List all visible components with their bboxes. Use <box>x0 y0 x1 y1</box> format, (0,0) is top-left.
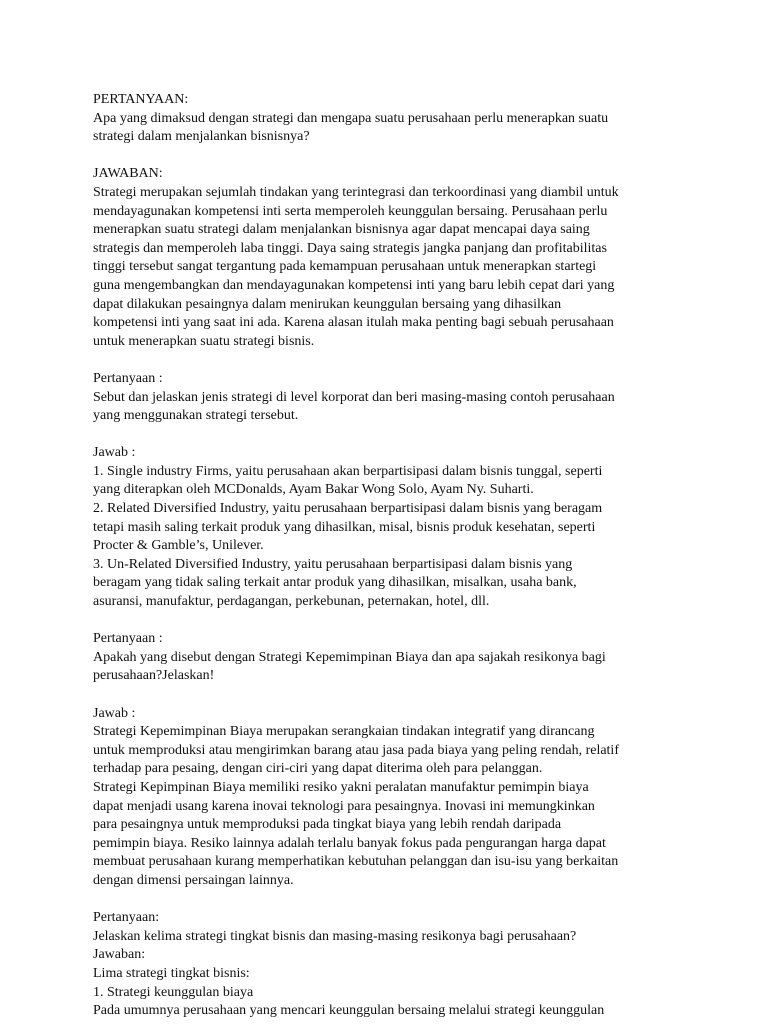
text-line: strategi dalam menjalankan bisnisnya? <box>93 129 310 145</box>
paragraph-gap <box>93 426 733 445</box>
block-answer-3 <box>93 705 733 891</box>
paragraph-gap <box>93 612 733 631</box>
text-line: tinggi tersebut sangat tergantung pada kemampuan perusahaan untuk menerapkan startegi <box>93 259 597 275</box>
block-question-1 <box>93 91 733 147</box>
text-line: Jelaskan kelima strategi tingkat bisnis dan masing-masing resikonya bagi perusahaan? <box>93 928 577 944</box>
block-question-2 <box>93 370 733 426</box>
text-line: guna mengembangkan dan mendayagunakan kompetensi inti yang baru lebih cepat dari yang <box>93 277 615 293</box>
paragraph-gap <box>93 351 733 370</box>
text-line: kompetensi inti yang saat ini ada. Karena alasan itulah maka penting bagi sebuah perusahaan <box>93 315 614 331</box>
text-line: Pada umumnya perusahaan yang mencari keunggulan bersaing melalui strategi keunggulan <box>93 1003 605 1019</box>
block-question-3 <box>93 630 733 686</box>
paragraph-gap <box>93 147 733 166</box>
text-line: dapat menjadi usang karena inovai teknologi para pesaingnya. Inovasi ini memungkinkan <box>93 798 595 814</box>
text-line: perusahaan?Jelaskan! <box>93 668 215 684</box>
text-line: Strategi Kepemimpinan Biaya merupakan serangkaian tindakan integratif yang dirancang <box>93 724 595 740</box>
text-line: yang diterapkan oleh MCDonalds, Ayam Bakar Wong Solo, Ayam Ny. Suharti. <box>93 482 534 498</box>
text-line: strategis dan memperoleh laba tinggi. Daya saing strategis jangka panjang dan profitabilitas <box>93 240 607 256</box>
text-line: 1. Strategi keunggulan biaya <box>93 984 254 1000</box>
text-line: yang menggunakan strategi tersebut. <box>93 408 299 424</box>
text-line: terhadap para pesaing, dengan ciri-ciri yang dapat diterima oleh para pelanggan. <box>93 761 543 777</box>
text-line: para pesaingnya untuk memproduksi pada tingkat biaya yang lebih rendah daripada <box>93 817 562 833</box>
block-answer-1 <box>93 165 733 351</box>
text-line: mendayagunakan kompetensi inti serta memperoleh keunggulan bersaing. Perusahaan perlu <box>93 203 608 219</box>
text-line: 2. Related Diversified Industry, yaitu perusahaan berpartisipasi dalam bisnis yang beragam <box>93 501 603 517</box>
text-line: Sebut dan jelaskan jenis strategi di level korporat dan beri masing-masing contoh perusahaan <box>93 389 615 405</box>
text-line: dapat dilakukan pesaingnya dalam menirukan keunggulan bersaing yang dihasilkan <box>93 296 562 312</box>
text-line: dengan dimensi persaingan lainnya. <box>93 872 294 888</box>
block-answer-2 <box>93 444 733 611</box>
text-line: Apakah yang disebut dengan Strategi Kepemimpinan Biaya dan apa sajakah resikonya bagi <box>93 649 606 665</box>
text-line: untuk memproduksi atau mengirimkan barang atau jasa pada biaya yang peling rendah, relatif <box>93 742 619 758</box>
text-line: Apa yang dimaksud dengan strategi dan mengapa suatu perusahaan perlu menerapkan suatu <box>93 110 609 126</box>
text-line: beragam yang tidak saling terkait antar produk yang dihasilkan, misalkan, usaha bank, <box>93 575 577 591</box>
answer-heading: JAWABAN: <box>93 166 163 182</box>
paragraph-gap <box>93 891 733 910</box>
text-line: Procter & Gamble’s, Unilever. <box>93 538 264 554</box>
text-line: membuat perusahaan kurang memperhatikan kebutuhan pelanggan dan isu-isu yang berkaitan <box>93 854 619 870</box>
text-line: tetapi masih saling terkait produk yang dihasilkan, misal, bisnis produk kesehatan, seperti <box>93 519 596 535</box>
answer-heading: Jawaban: <box>93 947 146 963</box>
text-line: Strategi Kepimpinan Biaya memiliki resiko yakni peralatan manufaktur pemimpin biaya <box>93 779 589 795</box>
text-line: 1. Single industry Firms, yaitu perusahaan akan berpartisipasi dalam bisnis tunggal, seperti <box>93 463 603 479</box>
text-line: menerapkan suatu strategi dalam menjalankan bisnisnya agar dapat mencapai daya saing <box>93 222 590 238</box>
text-line: Lima strategi tingkat bisnis: <box>93 965 250 981</box>
answer-heading: Jawab : <box>93 705 136 721</box>
text-line: Strategi merupakan sejumlah tindakan yang terintegrasi dan terkoordinasi yang diambil untuk <box>93 184 619 200</box>
document-page <box>93 91 733 1021</box>
question-heading: Pertanyaan : <box>93 370 163 386</box>
text-line: asuransi, manufaktur, perdagangan, perkebunan, peternakan, hotel, dll. <box>93 594 490 610</box>
text-line: untuk menerapkan suatu strategi bisnis. <box>93 333 315 349</box>
text-line: pemimpin biaya. Resiko lainnya adalah terlalu banyak fokus pada pengurangan harga dapat <box>93 835 606 851</box>
answer-heading: Jawab : <box>93 445 136 461</box>
paragraph-gap <box>93 686 733 705</box>
question-heading: Pertanyaan: <box>93 910 160 926</box>
question-heading: PERTANYAAN: <box>93 92 189 107</box>
question-heading: Pertanyaan : <box>93 631 163 647</box>
block-question-4 <box>93 909 733 1021</box>
text-line: 3. Un-Related Diversified Industry, yaitu perusahaan berpartisipasi dalam bisnis yang <box>93 556 573 572</box>
